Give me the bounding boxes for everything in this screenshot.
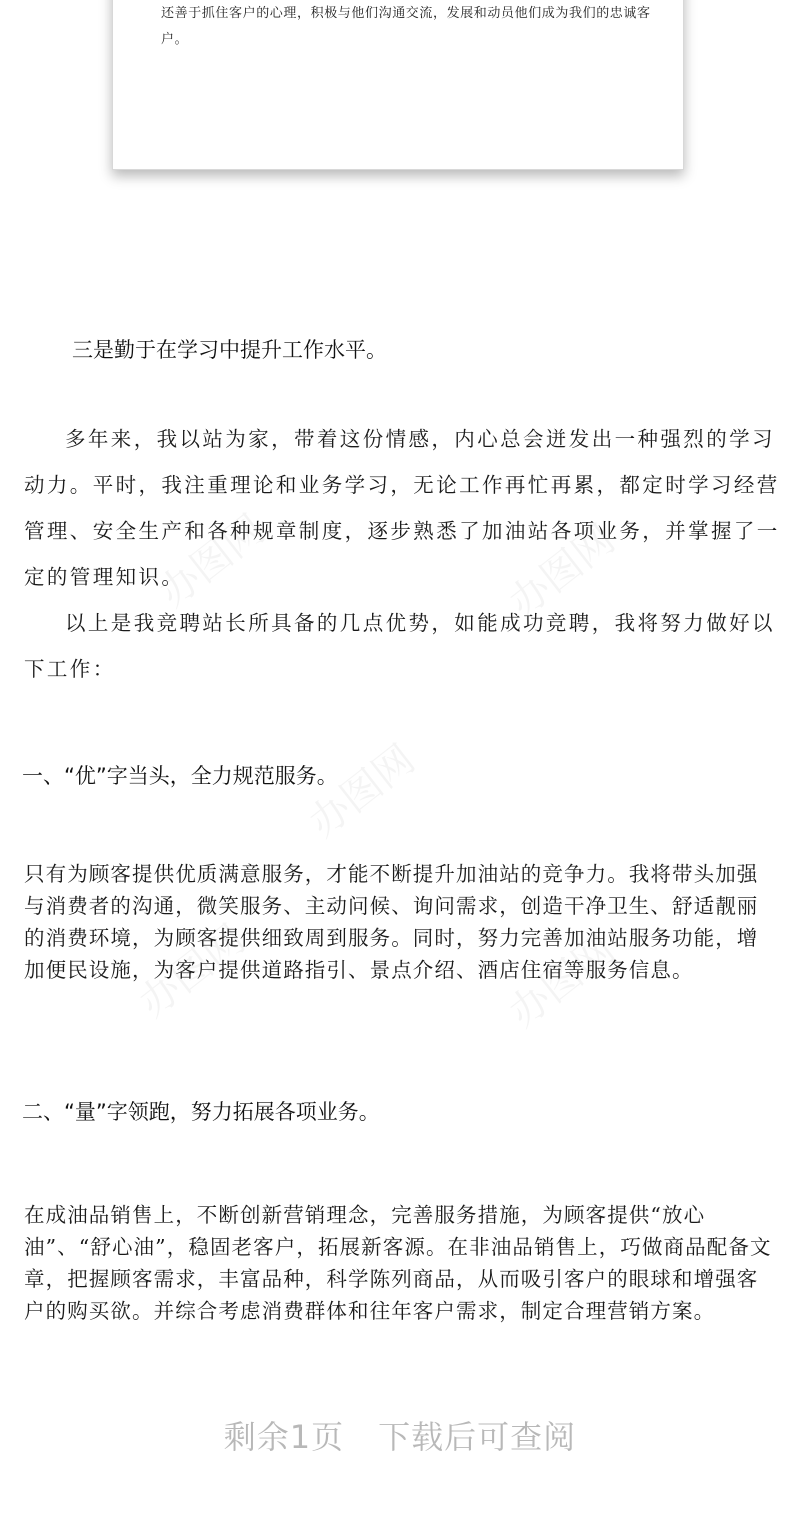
card-text: 还善于抓住客户的心理，积极与他们沟通交流，发展和动员他们成为我们的忠诚客户。 [161,6,651,47]
section-heading-service: 一、“优”字当头，全力规范服务。 [22,764,338,788]
paragraph-service: 只有为顾客提供优质满意服务，才能不断提升加油站的竞争力。我将带头加强与消费者的沟通，微笑服务、主动问候、询问需求，创造干净卫生、舒适靓丽的消费环境，为顾客提供细致周到服务。同时，努力完善加油站服务功能，增加便民设施，为客户提供道路指引、景点介绍、酒店住宿等服务信息。 [24,862,759,982]
download-to-read-label: 下载后可查阅 [378,1418,577,1456]
paragraph-business: 在成油品销售上，不断创新营销理念，完善服务措施，为顾客提供“放心油”、“舒心油”，稳固老客户，拓展新客源。在非油品销售上，巧做商品配备文章，把握顾客需求，丰富品种，科学陈列商品，从而吸引客户的眼球和增强客户的购买欲。并综合考虑消费群体和往年客户需求，制定合理营销方案。 [24,1203,772,1323]
download-prompt-banner[interactable] [0,1412,800,1458]
paragraph-study: 多年来，我以站为家，带着这份情感，内心总会迸发出一种强烈的学习动力。平时，我注重理论和业务学习，无论工作再忙再累，都定时学习经营管理、安全生产和各种规章制度，逐步熟悉了加油站各项业务，并掌握了一定的管理知识。 [24,427,780,589]
preview-page-card [112,0,684,170]
remaining-pages-label: 剩余1页 [223,1418,345,1456]
section-heading-business: 二、“量”字领跑，努力拓展各项业务。 [22,1100,380,1124]
section-heading-study: 三是勤于在学习中提升工作水平。 [72,338,387,362]
paragraph-summary: 以上是我竞聘站长所具备的几点优势，如能成功竞聘，我将努力做好以下工作： [24,611,775,681]
